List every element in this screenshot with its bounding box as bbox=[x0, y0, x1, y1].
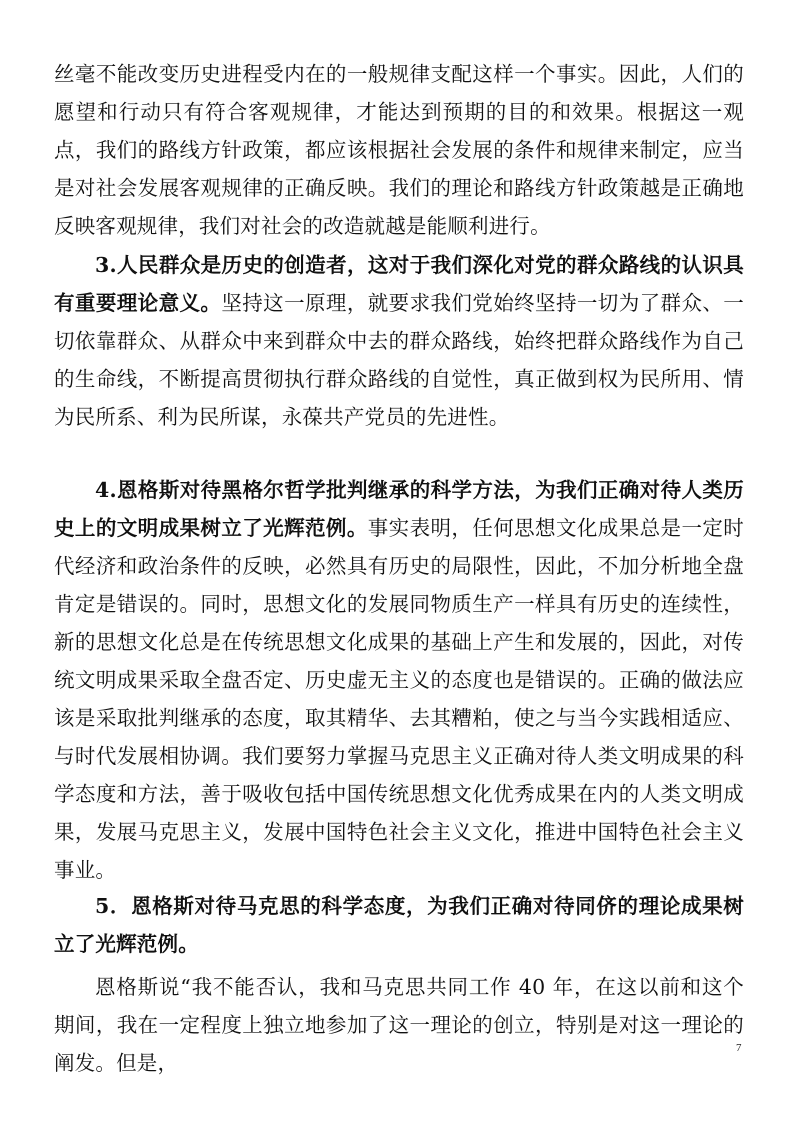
paragraph-continuation bbox=[54, 55, 744, 245]
point-4-body: 事实表明，任何思想文化成果总是一定时代经济和政治条件的反映，必然具有历史的局限性，因此，不加分析地全盘肯定是错误的。同时，思想文化的发展同物质生产一样具有历史的连续性，新的思想文化总是在传统思想文化成果的基础上产生和发展的，因此，对传统文明成果采取全盘否定、历史虚无主义的态度也是错误的。正确的做法应该是采取批判继承的态度，取其精华、去其糟粕，使之与当今实践相适应、与时代发展相协调。我们要努力掌握马克思主义正确对待人类文明成果的科学态度和方法，善于吸收包括中国传统思想文化优秀成果在内的人类文明成果，发展马克思主义，发展中国特色社会主义文化，推进中国特色社会主义事业。 bbox=[54, 516, 744, 882]
paragraph-point-4 bbox=[54, 471, 744, 889]
quote-body: 恩格斯说“我不能否认，我和马克思共同工作 40 年，在这以前和这个期间，我在一定程度上独立地参加了这一理论的创立，特别是对这一理论的阐发。但是， bbox=[54, 975, 744, 1075]
point-4-heading: 4.恩格斯对待黑格尔哲学批判继承的科学方法，为我们正确对待人类历史上的文明成果树立了光辉范例。 bbox=[54, 478, 744, 540]
paragraph-point-3 bbox=[54, 246, 744, 436]
paragraph-body: 丝毫不能改变历史进程受内在的一般规律支配这样一个事实。因此，人们的愿望和行动只有符合客观规律，才能达到预期的目的和效果。根据这一观点，我们的路线方针政策，都应该根据社会发展的条件和规律来制定，应当是对社会发展客观规律的正确反映。我们的理论和路线方针政策越是正确地反映客观规律，我们对社会的改造就越是能顺利进行。 bbox=[54, 62, 744, 238]
point-3-body: 坚持这一原理，就要求我们党始终坚持一切为了群众、一切依靠群众、从群众中来到群众中去的群众路线，始终把群众路线作为自己的生命线，不断提高贯彻执行群众路线的自觉性，真正做到权为民所用、情为民所系、利为民所谋，永葆共产党员的先进性。 bbox=[54, 291, 744, 429]
point-5-heading: 5．恩格斯对待马克思的科学态度，为我们正确对待同侪的理论成果树立了光辉范例。 bbox=[54, 894, 744, 956]
page-number: 7 bbox=[736, 1042, 742, 1054]
point-3-heading: 3.人民群众是历史的创造者，这对于我们深化对党的群众路线的认识具有重要理论意义。 bbox=[54, 253, 744, 315]
paragraph-quote bbox=[54, 968, 744, 1082]
paragraph-point-5 bbox=[54, 887, 744, 963]
